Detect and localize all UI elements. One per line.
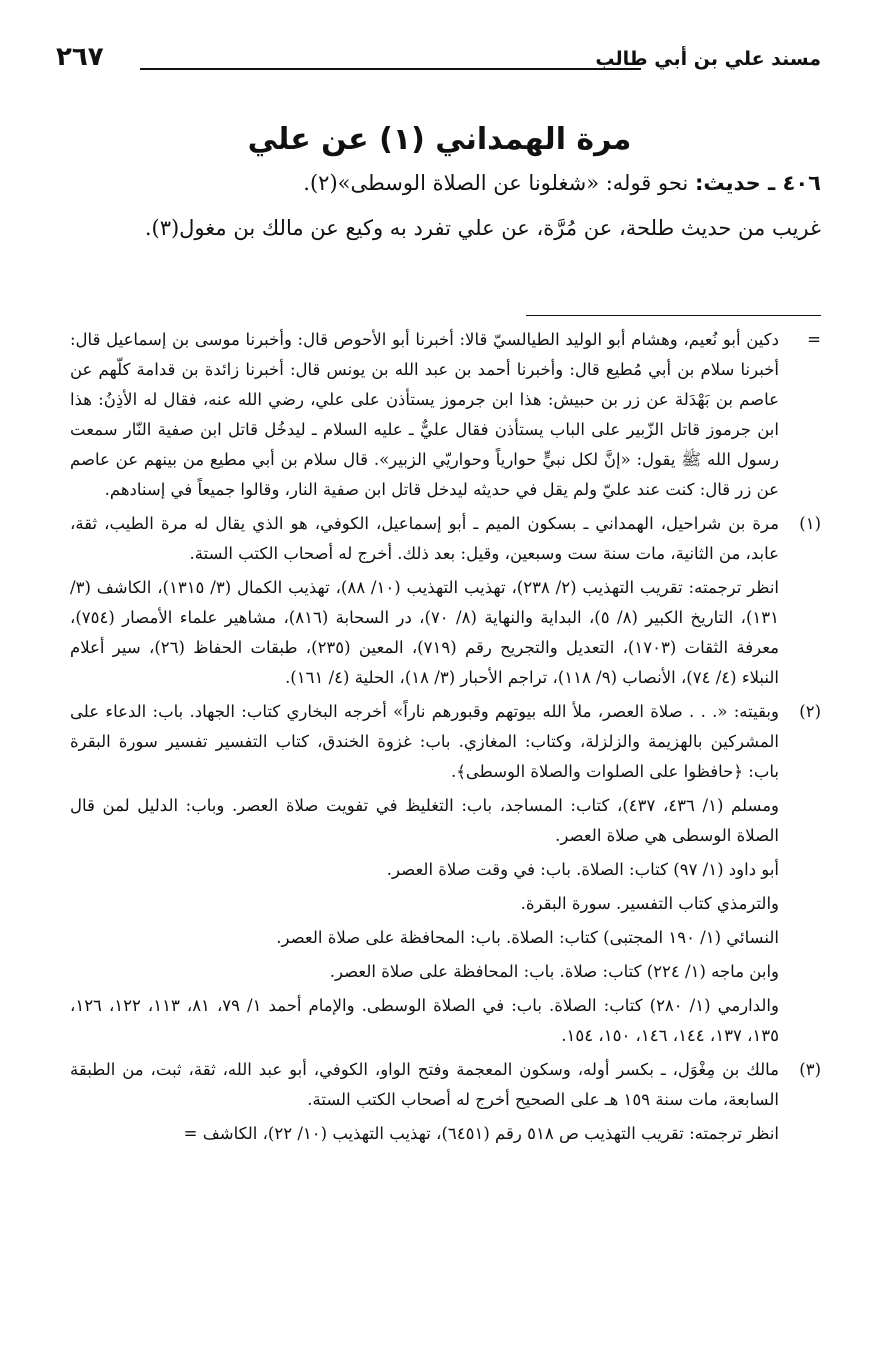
footnote-paragraph: وابن ماجه (١/ ٢٢٤) كتاب: صلاة. باب: المحافظة على صلاة العصر.: [329, 962, 779, 981]
hadith-line: [70, 165, 821, 201]
section-heading: مرة الهمداني (١) عن علي: [247, 122, 632, 157]
footnote-mark: =: [807, 330, 821, 349]
footnote-paragraph: مرة بن شراحيل، الهمداني ـ بسكون الميم ـ أبو إسماعيل، الكوفي، هو الذي يقال له مرة الطيب، ثقة، عابد، من الثانية، مات سنة ست وسبعين، وقيل: بعد ذلك. أخرج له أصحاب الكتب الستة.: [70, 514, 779, 563]
footnote-paragraph: والترمذي كتاب التفسير. سورة البقرة.: [520, 894, 779, 913]
footnote-paragraph: انظر ترجمته: تقريب التهذيب ص ٥١٨ رقم (٦٤٥١)، تهذيب التهذيب (١٠/ ٢٢)، الكاشف =: [183, 1124, 779, 1143]
footnote-separator: [526, 315, 821, 316]
footnote-2: [70, 697, 821, 1051]
footnote-paragraph: انظر ترجمته: تقريب التهذيب (٢/ ٢٣٨)، تهذيب التهذيب (١٠/ ٨٨)، تهذيب الكمال (٣/ ١٣١٥)، الكاشف (٣/ ١٣١)، التاريخ الكبير (٨/ ٥)، البداية والنهاية (٨/ ٧٠)، در السحابة (٨١٦)، مشاهير علماء الأمصار (٧٥٤)، معرفة الثقات (١٧٠٣)، التعديل والتجريح رقم (٧١٩)، المعين (٢٣٥)، طبقات الحفاظ (٢٦)، سير أعلام النبلاء (٤/ ٧٤)، الأنصاب (٩/ ١١٨)، تراجم الأحبار (٣/ ١٨)، الحلية (٤/ ١٦١).: [70, 578, 780, 687]
footnote-paragraph: مالك بن مِغْوَل، ـ بكسر أوله، وسكون المعجمة وفتح الواو، الكوفي، أبو عبد الله، ثقة، ثبت، من الطبقة السابعة، مات سنة ١٥٩ هـ على الصحيح أخرج له أصحاب الكتب الستة.: [70, 1060, 780, 1109]
footnote-3: [70, 1055, 821, 1149]
hadith-number: ٤٠٦ ـ حديث:: [694, 171, 821, 195]
footnote-1: [70, 509, 821, 693]
footnote-continued: [70, 325, 821, 505]
footnote-paragraph: دكين أبو نُعيم، وهشام أبو الوليد الطيالسيّ قالا: أخبرنا أبو الأحوص قال: وأخبرنا موسى بن إسماعيل قال: أخبرنا سلام بن أبي مُطيع قال: وأخبرنا أحمد بن عبد الله بن يونس قال: أخبرنا زائدة بن قدامة كلّهم عن عاصم بن بَهْدَلة عن زر بن حبيش: هذا ابن جرموز يستأذن على علي، رضي الله عنه، فقال له الأذِنُ: هذا ابن جرموز قاتل الزّبير على الباب يستأذن فقال عليٌّ ـ عليه السلام ـ ليدخُل قاتل ابن صفية النّار سمعت رسول الله ﷺ يقول: «إنَّ لكل نبيٍّ حوارياً وحواريّي الزبير». قال سلام بن أبي مطيع من بينهم عن عاصم عن زر قال: كنت عند عليّ ولم يقل في حديثه ليدخل قاتل ابن صفية النار، وقالوا جميعاً في إسنادهم.: [70, 330, 779, 499]
commentary-paragraph: غريب من حديث طلحة، عن مُرَّة، عن علي تفرد به وكيع عن مالك بن مغول(٣).: [144, 216, 821, 240]
header-rule: [140, 68, 641, 70]
footnote-mark: (٣): [799, 1060, 821, 1079]
page-number: ٢٦٧: [56, 42, 104, 72]
hadith-text: نحو قوله: «شغلونا عن الصلاة الوسطى»(٢).: [303, 171, 689, 195]
footnote-paragraph: ومسلم (١/ ٤٣٦، ٤٣٧)، كتاب: المساجد، باب: التغليظ في تفويت صلاة العصر. وباب: الدليل لمن قال الصلاة الوسطى هي صلاة العصر.: [70, 796, 779, 845]
footnote-paragraph: والدارمي (١/ ٢٨٠) كتاب: الصلاة. باب: في الصلاة الوسطى. والإمام أحمد ١/ ٧٩، ٨١، ١١٣، ١٢٢، ١٢٦، ١٣٥، ١٣٧، ١٤٤، ١٤٦، ١٥٠، ١٥٤.: [70, 996, 779, 1045]
footnote-paragraph: النسائي (١/ ١٩٠ المجتبى) كتاب: الصلاة. باب: المحافظة على صلاة العصر.: [276, 928, 779, 947]
footnote-mark: (١): [799, 514, 821, 533]
footnote-paragraph: أبو داود (١/ ٩٧) كتاب: الصلاة. باب: في وقت صلاة العصر.: [386, 860, 779, 879]
footnote-mark: (٢): [799, 702, 821, 721]
running-header-title: مسند علي بن أبي طالب: [595, 48, 821, 70]
footnotes: [70, 325, 821, 1153]
footnote-paragraph: وبقيته: «. . . صلاة العصر، ملأ الله بيوتهم وقبورهم ناراً» أخرجه البخاري كتاب: الجهاد. باب: الدعاء على المشركين بالهزيمة والزلزلة، وكتاب: المغازي. باب: غزوة الخندق، كتاب التفسير تفسير سورة البقرة باب: ﴿حافظوا على الصلوات والصلاة الوسطى﴾.: [70, 702, 779, 781]
